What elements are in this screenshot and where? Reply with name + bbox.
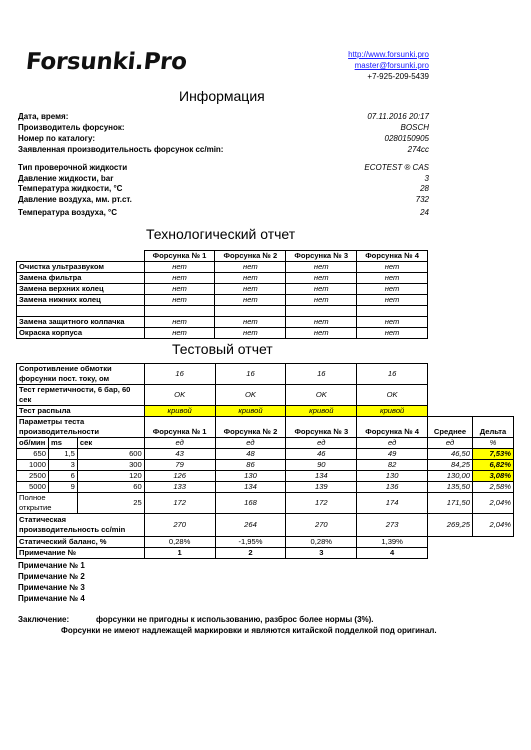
cell: 134 <box>215 482 286 493</box>
table-row <box>17 306 428 317</box>
row-label: Замена нижних колец <box>17 295 145 306</box>
row-label <box>17 514 145 537</box>
cell: нет <box>144 273 215 284</box>
delta-cell: 7,53% <box>473 449 514 460</box>
cell: OK <box>144 385 215 406</box>
note-item: Примечание № 2 <box>18 572 85 581</box>
table-row <box>17 284 428 295</box>
table-row <box>17 262 428 273</box>
cell: 130 <box>357 471 428 482</box>
info-value: 732 <box>415 195 429 204</box>
cell: -1,95% <box>215 537 286 548</box>
empty-cell <box>473 406 514 417</box>
row-label <box>17 364 145 385</box>
cell: 4 <box>357 548 428 559</box>
note-item: Примечание № 3 <box>18 583 85 592</box>
table-row <box>17 317 428 328</box>
table-row <box>17 548 514 559</box>
ms-cell: 6 <box>48 471 77 482</box>
cell: нет <box>144 295 215 306</box>
cell: 16 <box>215 364 286 385</box>
cell: нет <box>286 328 357 339</box>
empty-cell <box>473 537 514 548</box>
delta-cell: 2,58% <box>473 482 514 493</box>
cell: 90 <box>286 460 357 471</box>
cell: 270 <box>144 514 215 537</box>
spray-cell: кривой <box>357 406 428 417</box>
cell: 82 <box>357 460 428 471</box>
column-subheader: ед <box>428 438 473 449</box>
cell: 48 <box>215 449 286 460</box>
cell: 1,39% <box>357 537 428 548</box>
email-link[interactable]: master@forsunki.pro <box>354 61 429 70</box>
conclusion-label: Заключение: <box>18 615 70 624</box>
table-row <box>17 328 428 339</box>
info-label: Давление воздуха, мм. рт.ст. <box>18 195 132 204</box>
sec-cell: 300 <box>77 460 144 471</box>
table-row <box>17 449 514 460</box>
cell: нет <box>144 262 215 273</box>
cell: нет <box>144 284 215 295</box>
table-row <box>17 385 514 406</box>
ms-cell: 3 <box>48 460 77 471</box>
company-logo: Forsunki.Pro <box>24 49 189 75</box>
row-label-line: Параметры теста <box>19 417 85 426</box>
row-label: Примечание № <box>17 548 145 559</box>
rpm-cell: 2500 <box>17 471 49 482</box>
row-label-line: форсунки пост. току, ом <box>19 374 110 383</box>
row-label-line: Сопротивление обмотки <box>19 364 112 373</box>
ms-cell: 9 <box>48 482 77 493</box>
note-item: Примечание № 1 <box>18 561 85 570</box>
table-row <box>17 514 514 537</box>
info-label: Тип проверочной жидкости <box>18 163 128 172</box>
info-label: Давление жидкости, bar <box>18 174 114 183</box>
cell: 270 <box>286 514 357 537</box>
row-label <box>17 417 145 438</box>
table-row <box>17 493 514 514</box>
cell: 174 <box>357 493 428 514</box>
row-label: Замена верхних колец <box>17 284 145 295</box>
column-header: Среднее <box>428 417 473 438</box>
cell: нет <box>286 284 357 295</box>
cell: 1 <box>144 548 215 559</box>
info-value: 28 <box>420 184 429 193</box>
delta-cell: 2,04% <box>473 514 514 537</box>
info-title: Информация <box>179 88 265 104</box>
cell: нет <box>215 328 286 339</box>
phone-number: +7-925-209-5439 <box>367 72 429 81</box>
empty-cell <box>428 548 473 559</box>
table-row <box>17 364 514 385</box>
avg-cell: 269,25 <box>428 514 473 537</box>
avg-cell: 135,50 <box>428 482 473 493</box>
column-header: Форсунка № 4 <box>357 417 428 438</box>
empty-cell <box>17 251 145 262</box>
table-row <box>17 273 428 284</box>
row-label: Окраска корпуса <box>17 328 145 339</box>
cell: OK <box>215 385 286 406</box>
sec-cell: 60 <box>77 482 144 493</box>
cell: 133 <box>144 482 215 493</box>
spray-cell: кривой <box>215 406 286 417</box>
cell: 3 <box>286 548 357 559</box>
cell: 273 <box>357 514 428 537</box>
rpm-cell: 5000 <box>17 482 49 493</box>
cell <box>215 306 286 317</box>
cell: нет <box>286 317 357 328</box>
tech-table <box>16 250 428 339</box>
column-header: Форсунка № 2 <box>215 251 286 262</box>
row-label <box>17 306 145 317</box>
cell: нет <box>357 273 428 284</box>
cell: 172 <box>286 493 357 514</box>
cell: нет <box>215 262 286 273</box>
cell: 130 <box>215 471 286 482</box>
cell: нет <box>357 328 428 339</box>
cell: 264 <box>215 514 286 537</box>
cell: 168 <box>215 493 286 514</box>
column-header: Форсунка № 3 <box>286 417 357 438</box>
empty-cell <box>473 548 514 559</box>
info-value: 3 <box>424 174 429 183</box>
info-label: Температура воздуха, °C <box>18 208 117 217</box>
rpm-cell: 1000 <box>17 460 49 471</box>
cell <box>286 306 357 317</box>
table-row <box>17 537 514 548</box>
column-subheader: ед <box>286 438 357 449</box>
info-value: 24 <box>420 208 429 217</box>
table-row <box>17 406 514 417</box>
cell: нет <box>215 295 286 306</box>
column-header: Форсунка № 1 <box>144 251 215 262</box>
delta-cell: 3,08% <box>473 471 514 482</box>
cell: 16 <box>357 364 428 385</box>
cell: 49 <box>357 449 428 460</box>
cell: нет <box>357 262 428 273</box>
tech-title: Технологический отчет <box>146 226 296 242</box>
cell <box>357 306 428 317</box>
info-value: BOSCH <box>400 123 429 132</box>
cell: 46 <box>286 449 357 460</box>
cell: нет <box>144 328 215 339</box>
conclusion-line: Форсунки не имеют надлежащей маркировки и являются китайской подделкой под оригинал. <box>61 626 437 635</box>
column-subheader: об/мин <box>17 438 49 449</box>
cell: 2 <box>215 548 286 559</box>
sec-cell: 120 <box>77 471 144 482</box>
column-header: Форсунка № 3 <box>286 251 357 262</box>
row-label-line: Тест герметичности, 6 бар, 60 <box>19 385 131 394</box>
cell: 16 <box>286 364 357 385</box>
row-label <box>17 385 145 406</box>
cell: нет <box>215 273 286 284</box>
table-header-row <box>17 417 514 438</box>
avg-cell: 171,50 <box>428 493 473 514</box>
note-item: Примечание № 4 <box>18 594 85 603</box>
cell: 16 <box>144 364 215 385</box>
cell: нет <box>357 317 428 328</box>
ms-cell: 1,5 <box>48 449 77 460</box>
cell: нет <box>286 262 357 273</box>
info-value: 274cc <box>407 145 429 154</box>
empty-cell <box>428 537 473 548</box>
row-label: Статический баланс, % <box>17 537 145 548</box>
delta-cell: 2,04% <box>473 493 514 514</box>
cell: нет <box>286 295 357 306</box>
cell: нет <box>215 317 286 328</box>
cell: 126 <box>144 471 215 482</box>
table-row <box>17 471 514 482</box>
cell: 43 <box>144 449 215 460</box>
table-row <box>17 460 514 471</box>
empty-cell <box>428 364 473 385</box>
row-label: Тест распыла <box>17 406 145 417</box>
row-label-line: Статическая <box>19 515 67 524</box>
column-subheader: ед <box>357 438 428 449</box>
info-label: Дата, время: <box>18 112 69 121</box>
cell: 86 <box>215 460 286 471</box>
column-subheader: ед <box>215 438 286 449</box>
cell: OK <box>357 385 428 406</box>
avg-cell: 46,50 <box>428 449 473 460</box>
sec-cell: 25 <box>77 493 144 514</box>
row-label: Замена защитного колпачка <box>17 317 145 328</box>
table-subheader-row <box>17 438 514 449</box>
rpm-cell: 650 <box>17 449 49 460</box>
info-value: 07.11.2016 20:17 <box>367 112 429 121</box>
row-label: Очистка ультразвуком <box>17 262 145 273</box>
empty-cell <box>473 364 514 385</box>
column-header: Форсунка № 2 <box>215 417 286 438</box>
spray-cell: кривой <box>286 406 357 417</box>
column-header: Форсунка № 1 <box>144 417 215 438</box>
row-label-line: производительности <box>19 427 100 436</box>
empty-cell <box>473 385 514 406</box>
column-subheader: сек <box>77 438 144 449</box>
test-title: Тестовый отчет <box>172 341 273 357</box>
avg-cell: 130,00 <box>428 471 473 482</box>
delta-cell: 6,82% <box>473 460 514 471</box>
cell: 172 <box>144 493 215 514</box>
column-subheader: ms <box>48 438 77 449</box>
cell: 0,28% <box>286 537 357 548</box>
empty-cell <box>428 406 473 417</box>
row-label-line: производительность cc/min <box>19 525 126 534</box>
cell: 0,28% <box>144 537 215 548</box>
cell: 139 <box>286 482 357 493</box>
column-header: Форсунка № 4 <box>357 251 428 262</box>
cell: 134 <box>286 471 357 482</box>
spray-cell: кривой <box>144 406 215 417</box>
sec-cell: 600 <box>77 449 144 460</box>
cell: 136 <box>357 482 428 493</box>
table-row <box>17 295 428 306</box>
cell: OK <box>286 385 357 406</box>
cell: нет <box>357 295 428 306</box>
test-table <box>16 363 514 559</box>
avg-cell: 84,25 <box>428 460 473 471</box>
cell: нет <box>144 317 215 328</box>
cell: нет <box>286 273 357 284</box>
table-header-row <box>17 251 428 262</box>
website-link[interactable]: http://www.forsunki.pro <box>348 50 429 59</box>
cell <box>144 306 215 317</box>
row-label: Полное открытие <box>17 493 78 514</box>
info-label: Температура жидкости, °C <box>18 184 123 193</box>
cell: 79 <box>144 460 215 471</box>
column-header: Дельта <box>473 417 514 438</box>
info-label: Производитель форсунок: <box>18 123 125 132</box>
info-label: Заявленная производительность форсунок cc/min: <box>18 145 224 154</box>
info-value: ECOTEST ® CAS <box>364 163 429 172</box>
conclusion-line: форсунки не пригодны к использованию, разброс более нормы (3%). <box>96 615 374 624</box>
info-value: 0280150905 <box>384 134 429 143</box>
info-label: Номер по каталогу: <box>18 134 95 143</box>
column-subheader: % <box>473 438 514 449</box>
table-row <box>17 482 514 493</box>
column-subheader: ед <box>144 438 215 449</box>
row-label: Замена фильтра <box>17 273 145 284</box>
cell: нет <box>215 284 286 295</box>
empty-cell <box>428 385 473 406</box>
cell: нет <box>357 284 428 295</box>
row-label-line: сек <box>19 395 32 404</box>
